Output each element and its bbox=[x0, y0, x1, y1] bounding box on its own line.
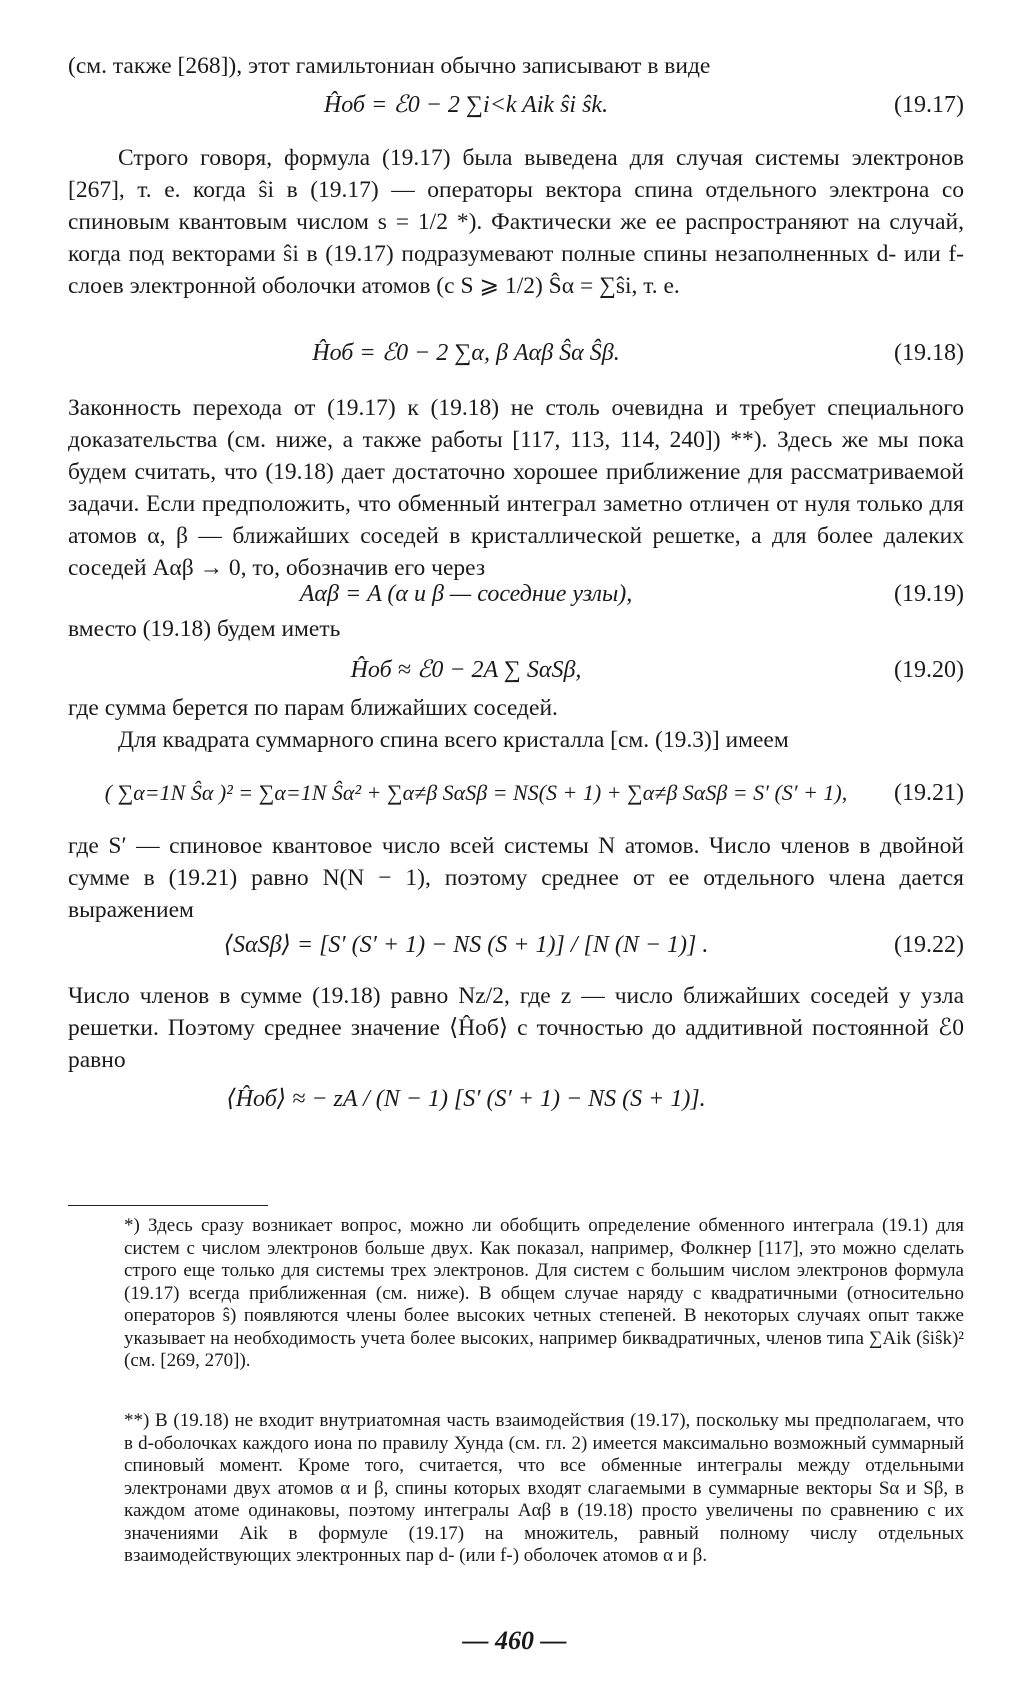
equation-mean-hamiltonian bbox=[68, 1064, 964, 1134]
paragraph-instead: вместо (19.18) будем иметь bbox=[68, 616, 341, 642]
page-number: — 460 — bbox=[462, 1626, 567, 1655]
equation-body: ⟨SαSβ⟩ = [S′ (S′ + 1) − NS (S + 1)] / [N (N − 1)] . bbox=[223, 932, 709, 958]
equation-number: (19.20) bbox=[894, 657, 964, 683]
equation-number: (19.18) bbox=[894, 340, 964, 366]
equation-19-21 bbox=[68, 758, 964, 828]
equation-number: (19.17) bbox=[894, 92, 964, 118]
footnote-2 bbox=[68, 1410, 964, 1568]
equation-19-18 bbox=[68, 333, 964, 373]
equation-19-17 bbox=[68, 85, 964, 125]
equation-body: ( ∑α=1N Ŝα )² = ∑α=1N Ŝα² + ∑α≠β SαSβ = NS(S + 1) + ∑α≠β SαSβ = S′ (S′ + 1), bbox=[104, 780, 848, 805]
footnote-separator bbox=[68, 1205, 268, 1206]
paragraph-legitimacy: Законность перехода от (19.17) к (19.18) не столь очевидна и требует специального доказательства (см. ниже, а также работы [117, 113, 114, 240]) **). Здесь же мы пока будем считать, что (19.18) дает достаточно хорошее приближение для рассматриваемой задачи. Если предположить, что обменный интеграл заметно отличен от нуля только для атомов α, β — ближайших соседей в кристаллической решетке, а для более далеких соседей Aαβ → 0, то, обозначив его через bbox=[68, 395, 964, 581]
equation-number: (19.21) bbox=[894, 780, 964, 806]
footnote-text: **) В (19.18) не входит внутриатомная часть взаимодействия (19.17), поскольку мы предполагаем, что в d-оболочках каждого иона по правилу Хунда (см. гл. 2) имеется максимально возможный суммарный спиновый момент. Кроме того, считается, что все обменные интегралы между отдельными электронами двух атомов α и β, спины которых входят слагаемыми в суммарные векторы Sα и Sβ, в каждом атоме одинаковы, поэтому интегралы Aαβ в (19.18) просто увеличены по сравнению с их значениями Aik в формуле (19.17) на множитель, равный полному числу отдельных взаимодействующих электронных пар d- (или f-) оболочек атомов α и β. bbox=[124, 1410, 964, 1566]
equation-19-20 bbox=[68, 650, 964, 690]
paragraph-spin-number: где S′ — спиновое квантовое число всей системы N атомов. Число членов в двойной сумме в (19.21) равно N(N − 1), поэтому среднее от ее отдельного члена дается выражением bbox=[68, 833, 964, 923]
equation-body: Aαβ = A (α и β — соседние узлы), bbox=[299, 581, 633, 607]
paragraph-intro: (см. также [268]), этот гамильтониан обычно записывают в виде bbox=[68, 53, 711, 79]
paragraph-where-sum: где сумма берется по парам ближайших соседей. bbox=[68, 695, 558, 721]
equation-body: Ĥоб = ℰ0 − 2 ∑i<k Aik ŝi ŝk. bbox=[323, 92, 609, 118]
paragraph-square-spin: Для квадрата суммарного спина всего кристалла [см. (19.3)] имеем bbox=[118, 727, 789, 753]
equation-number: (19.22) bbox=[894, 932, 964, 958]
equation-number: (19.19) bbox=[894, 581, 964, 607]
paragraph-number-of-terms: Число членов в сумме (19.18) равно Nz/2, где z — число ближайших соседей у узла решетки. Поэтому среднее значение ⟨Ĥоб⟩ с точностью до аддитивной постоянной ℰ0 равно bbox=[68, 983, 964, 1073]
equation-body: Ĥоб = ℰ0 − 2 ∑α, β Aαβ Ŝα Ŝβ. bbox=[312, 340, 620, 366]
equation-19-22 bbox=[68, 910, 964, 980]
paragraph-strictly-speaking: Строго говоря, формула (19.17) была выведена для случая системы электронов [267], т. е. когда ŝi в (19.17) — операторы вектора спина отдельного электрона со спиновым квантовым числом s = 1/2 *). Фактически же ее распространяют на случай, когда под векторами ŝi в (19.17) подразумевают полные спины незаполненных d- или f-слоев электронной оболочки атомов (с S ⩾ 1/2) Ŝα = ∑ŝi, т. е. bbox=[68, 145, 964, 299]
equation-body: Ĥоб ≈ ℰ0 − 2A ∑ SαSβ, bbox=[350, 657, 582, 683]
footnote-text: *) Здесь сразу возникает вопрос, можно ли обобщить определение обменного интеграла (19.1) для систем с числом электронов больше двух. Как показал, например, Фолкнер [117], это можно сделать строго еще только для системы трех электронов. Для систем с большим числом электронов формула (19.17) всегда приближенная (см. ниже). В общем случае наряду с квадратичными (относительно операторов ŝ) появляются члены более высоких четных степеней. В некоторых случаях опыт также указывает на необходимость учета более высоких, например биквадратичных, членов типа ∑Aik (ŝiŝk)² (см. [269, 270]). bbox=[124, 1215, 964, 1371]
equation-body: ⟨Ĥоб⟩ ≈ − zA / (N − 1) [S′ (S′ + 1) − NS (S + 1)]. bbox=[226, 1086, 706, 1112]
equation-19-19 bbox=[68, 574, 964, 614]
footnote-1 bbox=[68, 1215, 964, 1373]
